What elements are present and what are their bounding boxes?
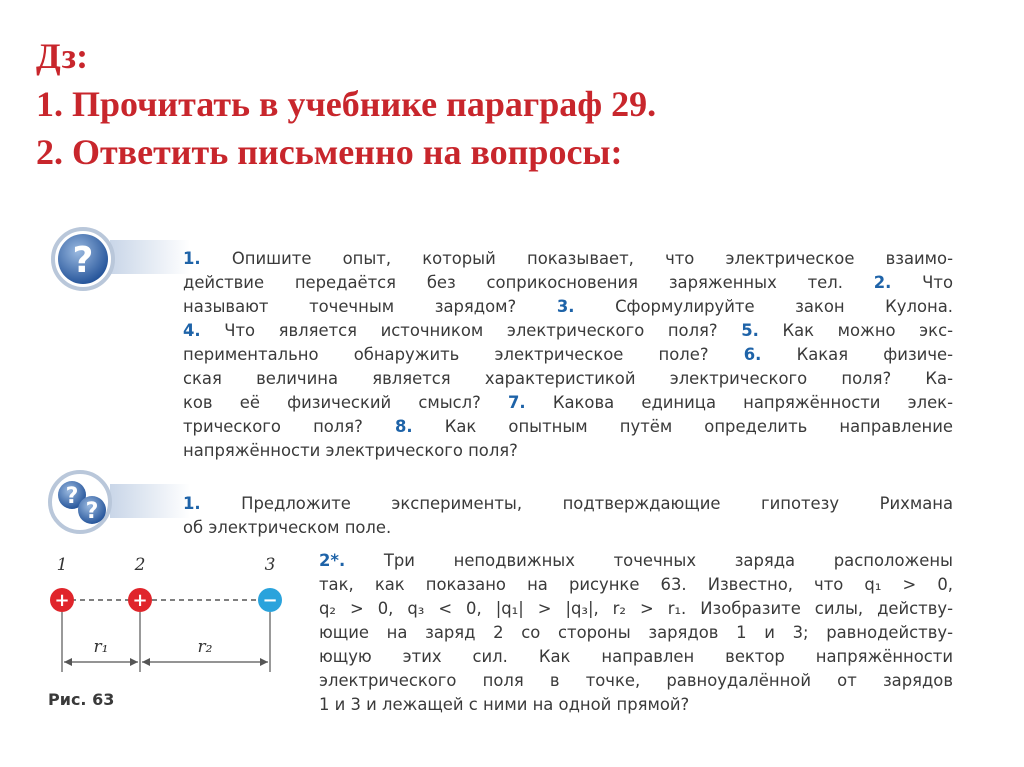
text-line: трического поля? 8. Как опытным путём определить направление (183, 417, 954, 436)
text-line: электрического поля в точке, равноудалённой от зарядов (319, 671, 953, 690)
question-number: 2. (873, 273, 892, 292)
question-number: 1. (183, 249, 201, 268)
question-mark-icon (48, 226, 118, 292)
plus-icon: + (132, 590, 148, 611)
arrow-head (64, 658, 72, 666)
charge-label-3: 3 (264, 555, 276, 575)
text-line: 4. Что является источником электрического поля? 5. Как можно экс- (183, 321, 953, 340)
question-number: 5. (741, 321, 759, 340)
text-line: 1 и 3 и лежащей с ними на одной прямой? (319, 695, 690, 714)
question-band (110, 240, 190, 274)
text-line: напряжённости электрического поля? (183, 441, 518, 460)
question-number: 2*. (319, 551, 346, 570)
r1-label: r₁ (93, 637, 109, 657)
charge-label-2: 2 (134, 555, 146, 575)
homework-header (36, 32, 656, 176)
text-line: ющую этих сил. Как направлен вектор напряжённости (319, 647, 953, 666)
plus-icon: + (54, 590, 70, 611)
text-line: 1. Предложите эксперименты, подтверждающие гипотезу Рихмана (183, 494, 953, 513)
svg-text:?: ? (85, 499, 99, 524)
text-line: ская величина является характеристикой электрического поля? Ка- (183, 369, 953, 388)
figure-caption: Рис. 63 (48, 690, 115, 709)
task-1 (183, 492, 953, 540)
text-line: ков её физический смысл? 7. Какова единица напряжённости элек- (183, 393, 953, 412)
question-number: 8. (394, 417, 413, 436)
r2-label: r₂ (197, 637, 213, 657)
text-line: об электрическом поле. (183, 518, 392, 537)
header-line-2: 1. Прочитать в учебнике параграф 29. (36, 84, 657, 124)
text-line: называют точечным зарядом? 3. Сформулируйте закон Кулона. (183, 297, 953, 316)
svg-text:?: ? (65, 484, 79, 509)
text-line: 1. Опишите опыт, который показывает, что электрическое взаимо- (183, 249, 953, 268)
question-number: 7. (508, 393, 526, 412)
text-line: q₂ > 0, q₃ < 0, |q₁| > |q₃|, r₂ > r₁. Изобразите силы, действу- (319, 599, 953, 618)
task-2 (319, 549, 953, 717)
text-line: действие передаётся без соприкосновения заряженных тел. 2. Что (183, 273, 953, 292)
text-line: периментально обнаружить электрическое поле? 6. Какая физиче- (183, 345, 953, 364)
review-questions (183, 247, 953, 463)
question-number: 4. (183, 321, 201, 340)
minus-icon: − (262, 590, 278, 611)
text-line: ющие на заряд 2 со стороны зарядов 1 и 3; равнодейству- (319, 623, 953, 642)
text-line: так, как показано на рисунке 63. Известно, что q₁ > 0, (319, 575, 953, 594)
arrow-head (142, 658, 150, 666)
header-line-3: 2. Ответить письменно на вопросы: (36, 132, 623, 172)
question-number: 1. (183, 494, 201, 513)
header-line-1: Дз: (36, 36, 89, 76)
svg-text:?: ? (72, 240, 94, 281)
arrow-head (130, 658, 138, 666)
charge-label-1: 1 (56, 555, 68, 575)
figure-63-diagram (40, 552, 300, 712)
arrow-head (260, 658, 268, 666)
question-number: 6. (743, 345, 762, 364)
text-line: 2*. Три неподвижных точечных заряда расположены (319, 551, 953, 570)
double-question-icon (46, 470, 118, 536)
question-number: 3. (556, 297, 575, 316)
task-band (110, 484, 190, 518)
